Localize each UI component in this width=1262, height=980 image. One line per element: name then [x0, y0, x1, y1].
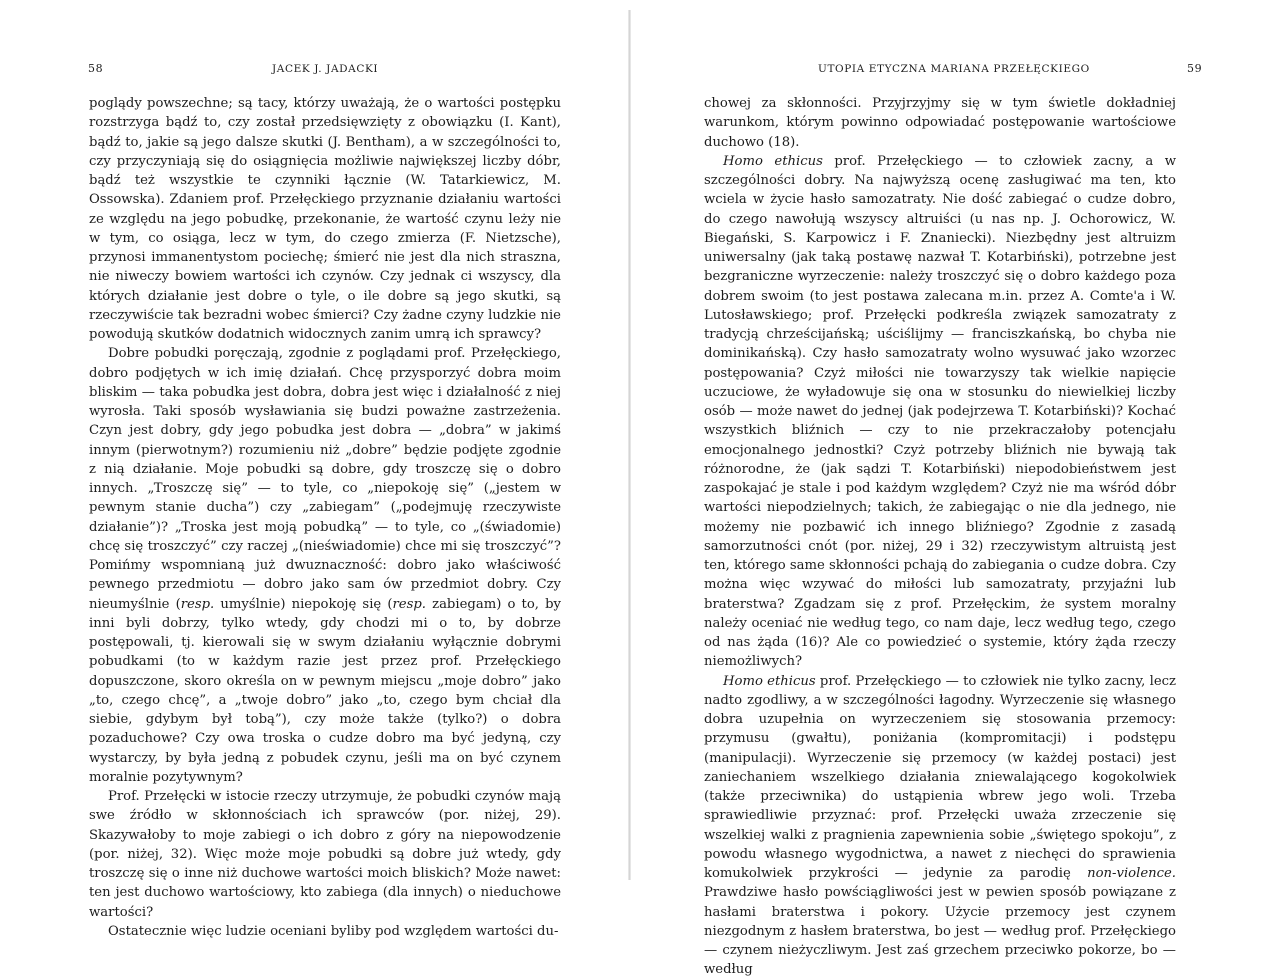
text-run: Prof. Przełęcki w istocie rzeczy utrzymuje, że pobudki czynów mają swe źródło w skłonnościach ich sprawców (por. niżej, 29). Skazywałoby to moje zabiegi o ich dobro z góry na niepowodzenie (por. niżej, 32). Więc może moje pobudki są dobre już wtedy, gdy troszczę się o inne niż duchowe wartości moich bliskich? Może nawet: ten jest duchowo wartościowy, kto zabiega (dla innych) o nieduchowe wartości? — [89, 789, 561, 920]
running-head: JACEK J. JADACKI — [272, 63, 379, 75]
paragraph — [89, 922, 561, 941]
paragraph — [704, 152, 1176, 672]
left-page-body — [89, 94, 561, 941]
text-run: zabiegam) o to, by inni byli dobrzy, tylko wtedy, gdy chodzi mi o to, by dobrze postępowali, tj. kierowali się w swym działaniu wyłącznie dobrymi pobudkami (to w każdym razie jest przez prof. Przełęckiego dopuszczone, skoro określa on w pewnym miejscu „moje dobro” jako „to, czego chcę”, a „twoje dobro” jako „to, czego bym chciał dla siebie, gdybym był tobą”), czy może także (tylko?) o dobra pozaduchowe? Czy owa troska o cudze dobro ma być jedyną, czy wystarczy, by była jedną z pobudek czynu, jeśli ma on być czynem moralnie pozytywnym? — [89, 596, 561, 785]
text-run: prof. Przełęckiego — to człowiek nie tylko zacny, lecz nadto zgodliwy, a w szczególności łagodny. Wyrzeczenie się własnego dobra uzupełnia on wyrzeczeniem się stosowania przemocy: przymusu (gwałtu), poniżania (kompromitacji) i podstępu (manipulacji). Wyrzeczenie się przemocy (w każdej postaci) jest zaniechaniem wszelkiego działania zniewalającego kogokolwiek (także przeciwnika) do ustąpienia wbrew jego woli. Trzeba sprawiedliwie przyznać: prof. Przełęcki uważa zrzeczenie się wszelkiej walki z pragnienia zapewnienia sobie „świętego spokoju”, z powodu własnego wygodnictwa, a nawet z niechęci do sprawienia komukolwiek przykrości — jedynie za parodię — [704, 673, 1176, 881]
text-run: Prawdziwe hasło powściągliwości jest w pewien sposób powiązane z hasłami braterstwa i pokory. Użycie przemocy jest czynem niezgodnym z hasłem braterstwa, bo jest — według prof. Przełęckiego — czynem nieżyczliwym. Jest zaś grzechem przeciwko pokorze, bo — według — [704, 885, 1176, 978]
italic-text: Homo ethicus — [723, 153, 823, 169]
paragraph — [89, 344, 561, 787]
italic-text: resp. — [180, 596, 215, 612]
paragraph — [704, 94, 1176, 152]
text-run: Dobre pobudki poręczają, zgodnie z poglądami prof. Przełęckiego, dobro podjętych w ich imię działań. Chcę przysporzyć dobra moim bliskim — taka pobudka jest dobra, dobra jest więc i działalność z niej wyrosła. Taki sposób wysławiania się budzi poważne zastrzeżenia. Czyn jest dobry, gdy jego pobudka jest dobra — „dobra” w jakimś innym (pierwotnym?) rozumieniu niż „dobre” będzie podjęte zgodnie z nią działanie. Moje pobudki są dobre, gdy troszczę się o dobro innych. „Troszczę się” — to tyle, co „niepokoję się” („jestem w pewnym stanie ducha”) czy „zabiegam” („podejmuję rzeczywiste działanie”)? „Troska jest moją pobudką” — to tyle, co „(świadomie) chcę się troszczyć” czy raczej „(nieświadomie) chce mi się troszczyć”? Pomińmy wspomnianą już dwuznaczność: dobro jako właściwość pewnego przedmiotu — dobro jako sam ów przedmiot dobry. Czy nieumyślnie ( — [89, 346, 561, 612]
text-run: Ostatecznie więc ludzie oceniani byliby pod względem wartości du- — [108, 923, 559, 939]
left-page — [0, 0, 631, 939]
text-run: chowej za skłonności. Przyjrzyjmy się w tym świetle dokładniej warunkom, którym powinno odpowiadać postępowanie wartościowe duchowo (18). — [704, 96, 1176, 150]
right-page-header — [631, 62, 1262, 76]
running-head: UTOPIA ETYCZNA MARIANA PRZEŁĘCKIEGO — [818, 63, 1090, 75]
paragraph — [89, 787, 561, 922]
italic-text: non-violence. — [1087, 866, 1176, 881]
right-page-body — [704, 94, 1176, 980]
text-run: prof. Przełęckiego — to człowiek zacny, a w szczególności dobry. Na najwyższą ocenę zasługiwać ma ten, kto wciela w życie hasło samozatraty. Nie dość zabiegać o cudze dobro, do czego nawołują wszyscy altruiści (u nas np. J. Ochorowicz, W. Biegański, S. Karpowicz i F. Znaniecki). Niezbędny jest altruizm uniwersalny (jak taką postawę nazwał T. Kotarbiński), potrzebne jest bezgraniczne wyrzeczenie: należy troszczyć się o dobro każdego poza dobrem swoim (to jest postawa zalecana m.in. przez A. Comte'a i W. Lutosławskiego; prof. Przełęcki podkreśla związek samozatraty z tradycją chrześcijańską; uściślijmy — franciszkańską, bo chyba nie dominikańską). Czy hasło samozatraty wolno wysuwać jako wzorzec postępowania? Czyż miłości nie towarzyszy tak wielkie napięcie uczuciowe, że wyładowuje się ona w stosunku do niewielkiej liczby osób — może nawet do jednej (jak podejrzewa T. Kotarbiński)? Kochać wszystkich bliźnich — czy to nie przekraczałoby potencjału emocjonalnego jednostki? Czyż potrzeby bliźnich nie bywają tak różnorodne, że (jak sądzi T. Kotarbiński) niepodobieństwem jest zaspokajać je stale i pod każdym względem? Czyż nie ma wśród dóbr wartości niepodzielnych; takich, że zabiegając o nie dla jednego, nie możemy nie pozbawić ich innego bliźniego? Zgodnie z zasadą samorzutności cnót (por. niżej, 29 i 32) rzeczywistym altruistą jest ten, którego same skłonności pchają do zabiegania o cudze dobra. Czy można więc wzywać do miłości lub samozatraty, przyjaźni lub braterstwa? Zgadzam się z prof. Przełęckim, że system moralny należy oceniać nie według tego, co nam daje, lecz według tego, czego od nas żąda (16)? Ale co powiedzieć o systemie, który żąda rzeczy niemożliwych? — [704, 153, 1176, 670]
page-number: 58 — [88, 62, 104, 75]
paragraph — [89, 94, 561, 344]
page-number: 59 — [1187, 62, 1203, 75]
paragraph — [704, 672, 1176, 980]
italic-text: resp. — [392, 596, 426, 612]
text-run: poglądy powszechne; są tacy, którzy uważają, że o wartości postępku rozstrzyga bądź to, czy został przedsięwzięty z obowiązku (I. Kant), bądź to, jakie są jego dalsze skutki (J. Bentham), a w szczególności to, czy przyczyniają się do osiągnięcia możliwie największej liczby dóbr, bądź też wszystkie te czynniki łącznie (W. Tatarkiewicz, M. Ossowska). Zdaniem prof. Przełęckiego przyznanie działaniu wartości ze względu na jego pobudkę, przekonanie, że wartość czynu leży nie w tym, co osiąga, lecz w tym, do czego zmierza (F. Nietzsche), przynosi immanentystom pociechę; śmierć nie jest dla nich straszna, nie niweczy bowiem wartości ich czynów. Czy jednak ci wszyscy, dla których działanie jest dobre o tyle, o ile dobre są jego skutki, są rzeczywiście tak bezradni wobec śmierci? Czy żadne czyny ludzkie nie powodują skutków dodatnich widocznych zanim umrą ich sprawcy? — [89, 96, 561, 342]
left-page-header — [0, 62, 631, 76]
text-run: umyślnie) niepokoję się ( — [214, 596, 393, 612]
right-page — [631, 0, 1262, 978]
italic-text: Homo ethicus — [723, 673, 816, 689]
